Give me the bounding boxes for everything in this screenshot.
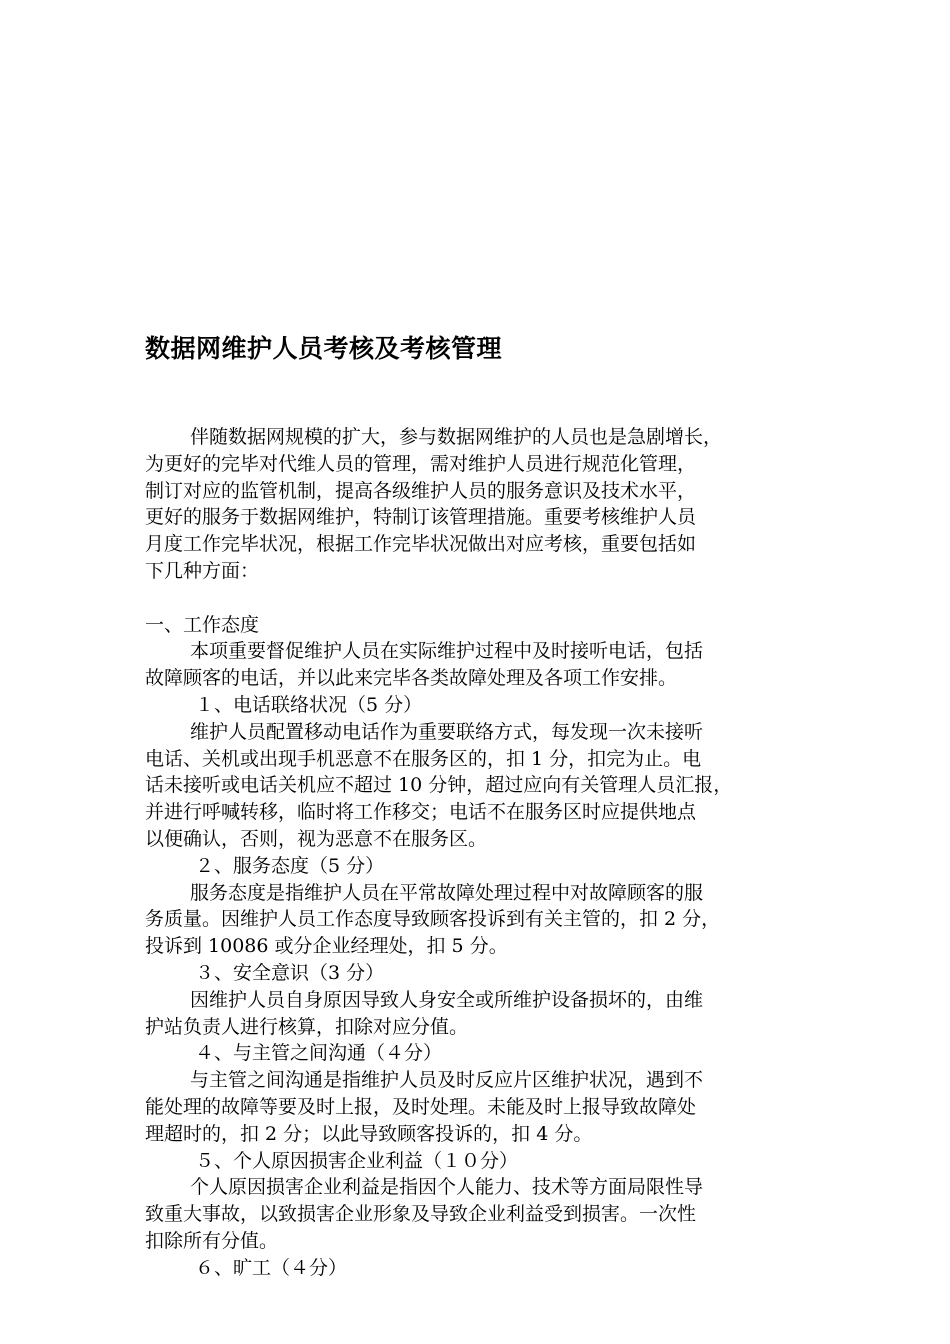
item-line: 理超时的，扣 2 分；以此导致顾客投诉的，扣 4 分。 [145, 1122, 593, 1145]
document-body [145, 424, 825, 1282]
item-line: 扣除所有分值。 [145, 1229, 279, 1252]
item-heading: ６、旷工（４分） [195, 1256, 348, 1279]
item-heading: ５、个人原因损害企业利益（１０分） [195, 1149, 519, 1172]
item-line: 个人原因损害企业利益是指因个人能力、技术等方面局限性导 [190, 1176, 704, 1199]
item-line: 投诉到 10086 或分企业经理处，扣 5 分。 [145, 935, 508, 958]
item-line: 以便确认，否则，视为恶意不在服务区。 [145, 827, 488, 850]
blank-line [145, 585, 825, 612]
document-title: 数据网维护人员考核及考核管理 [145, 334, 503, 363]
intro-line: 更好的服务于数据网维护，特制订该管理措施。重要考核维护人员 [145, 506, 697, 529]
intro-line: 制订对应的监管机制，提高各级维护人员的服务意识及技术水平， [145, 479, 697, 502]
item-heading: ３、安全意识（3 分） [195, 961, 385, 984]
intro-line: 为更好的完毕对代维人员的管理，需对维护人员进行规范化管理， [145, 452, 697, 475]
item-line: 维护人员配置移动电话作为重要联络方式，每发现一次未接听 [190, 720, 704, 743]
intro-line: 下几种方面： [145, 559, 260, 582]
item-line: 能处理的故障等要及时上报，及时处理。未能及时上报导致故障处 [145, 1095, 697, 1118]
intro-line: 伴随数据网规模的扩大，参与数据网维护的人员也是急剧增长， [190, 426, 723, 448]
item-heading: １、电话联络状况（5 分） [195, 693, 423, 716]
intro-line: 月度工作完毕状况，根据工作完毕状况做出对应考核，重要包括如 [145, 533, 697, 556]
item-line: 并进行呼喊转移，临时将工作移交；电话不在服务区时应提供地点 [145, 801, 697, 824]
item-line: 致重大事故，以致损害企业形象及导致企业利益受到损害。一次性 [145, 1203, 697, 1226]
section-intro-line: 本项重要督促维护人员在实际维护过程中及时接听电话，包括 [190, 640, 704, 663]
item-line: 护站负责人进行核算，扣除对应分值。 [145, 1015, 469, 1038]
item-line: 话未接听或电话关机应不超过 10 分钟，超过应向有关管理人员汇报， [145, 774, 733, 797]
item-line: 服务态度是指维护人员在平常故障处理过程中对故障顾客的服 [190, 881, 704, 904]
item-line: 电话、关机或出现手机恶意不在服务区的，扣 1 分，扣完为止。电 [145, 747, 702, 770]
item-line: 务质量。因维护人员工作态度导致顾客投诉到有关主管的，扣 2 分， [145, 908, 721, 931]
section-heading: 一、工作态度 [145, 613, 260, 636]
item-heading: ２、服务态度（5 分） [195, 854, 385, 877]
item-line: 因维护人员自身原因导致人身安全或所维护设备损坏的，由维 [190, 988, 704, 1011]
item-heading: ４、与主管之间沟通（４分） [195, 1042, 443, 1065]
section-intro-line: 故障顾客的电话，并以此来完毕各类故障处理及各项工作安排。 [145, 667, 678, 690]
item-line: 与主管之间沟通是指维护人员及时反应片区维护状况，遇到不 [190, 1069, 704, 1092]
